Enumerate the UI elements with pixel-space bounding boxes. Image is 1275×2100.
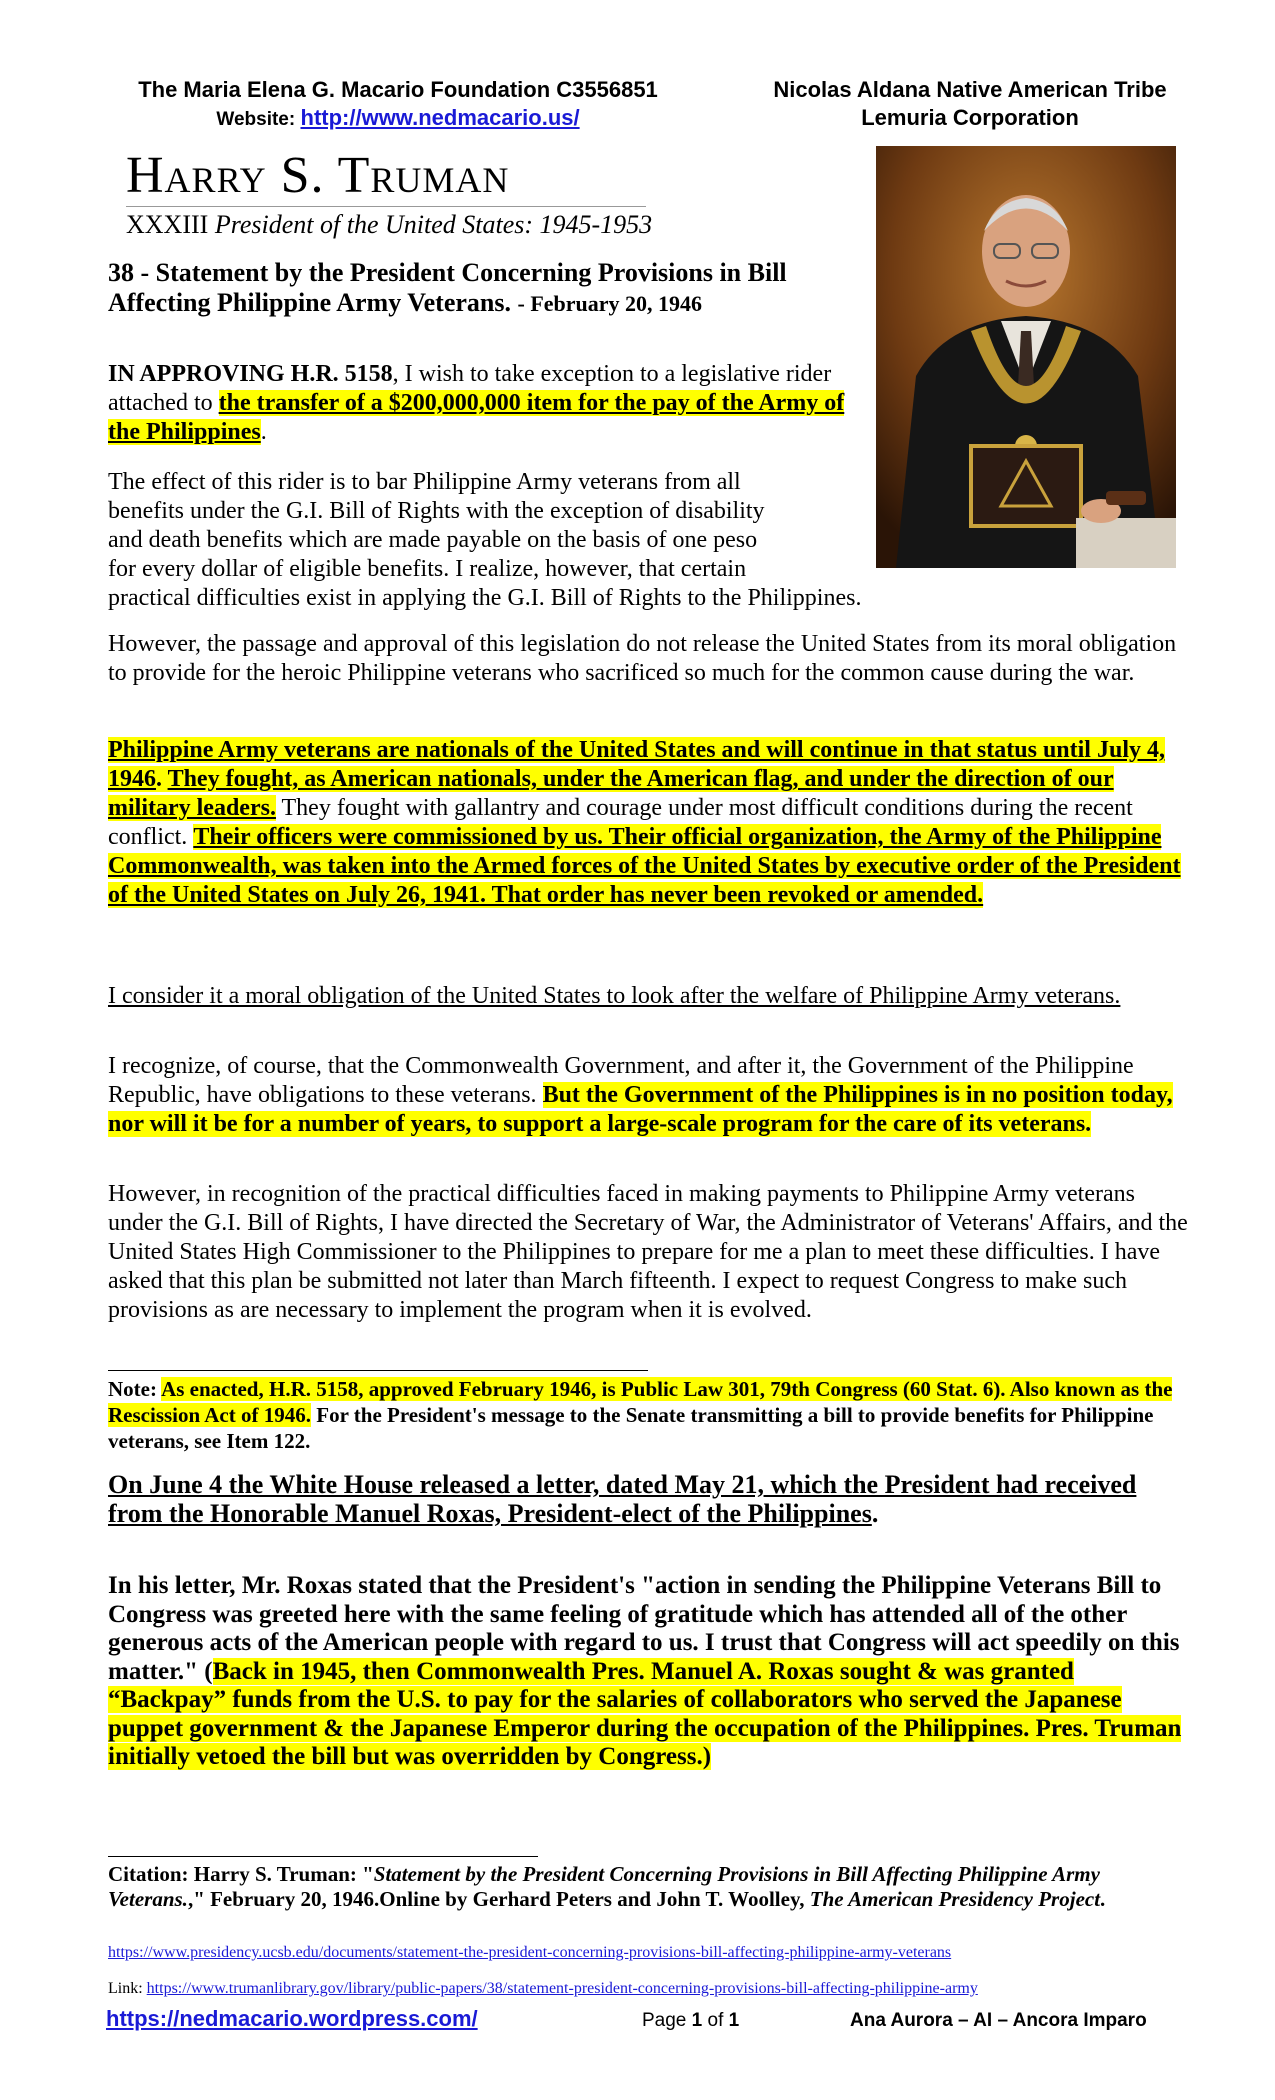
paragraph-3: However, the passage and approval of this legislation do not release the United States from its moral obligation to provide for the heroic Philippine veterans who sacrificed so much for the common cause during the war. (108, 631, 1177, 686)
p4-highlight-3: Their officers were commissioned by us. Their official organization, the Army of the Philippine Commonwealth, was taken into the Armed forces of the United States by executive order of the President of the United States on July 26, 1941. That order has never been revoked or amended. (108, 824, 1181, 908)
note-block (108, 1376, 1188, 1454)
logo-roman: XXXIII (126, 210, 209, 239)
p1-highlight: the transfer of a $200,000,000 item for the pay of the Army of the Philippines (108, 390, 845, 445)
citation-title: Statement by the President Concerning Provisions in Bill Affecting Philippine Army Veterans. (108, 1862, 1100, 1911)
page-current: 1 (691, 2010, 703, 2031)
paragraph-4 (108, 736, 1188, 910)
ucsb-link-line (108, 1944, 951, 1962)
website-line (118, 104, 678, 134)
footer-motto: Ana Aurora – AI – Ancora Imparo (850, 2010, 1147, 2031)
p1-lead: IN APPROVING H.R. 5158 (108, 361, 393, 387)
page-number (642, 2010, 739, 2032)
page-total: 1 (728, 2010, 740, 2031)
p9-text: In his letter, Mr. Roxas stated that the President's "action in sending the Philippine Veterans Bill to Congress was greeted here with the same feeling of gratitude which has attended all of the other generous acts of the American people with regard to us. I trust that Congress will act speedily on this matter." ( (108, 1572, 1180, 1685)
p4-plain: They fought with gallantry and courage under most difficult conditions during the recent conflict. (108, 795, 1133, 850)
citation-divider (108, 1856, 538, 1857)
paragraph-8 (108, 1470, 1188, 1528)
tribe-name: Nicolas Aldana Native American Tribe (773, 77, 1167, 102)
title-main: 38 - Statement by the President Concerning Provisions in Bill Affecting Philippine Army Veterans. (108, 258, 787, 317)
paragraph-7: However, in recognition of the practical difficulties faced in making payments to Philippine Army veterans under the G.I. Bill of Rights, I have directed the Secretary of War, the Administrator of Veterans' Affairs, and the United States High Commissioner to the Philippines to prepare for me a plan to meet these difficulties. I have asked that this plan be submitted not later than March fifteenth. I expect to request Congress to make such provisions as are necessary to implement the program when it is evolved. (108, 1181, 1188, 1323)
header-right (740, 76, 1200, 132)
p8-end: . (871, 1499, 879, 1528)
truman-library-link[interactable]: https://www.trumanlibrary.gov/library/public-papers/38/statement-president-concerning-provisions-bill-affecting-philippine-army (146, 1980, 978, 1997)
p2-line: and death benefits which are made payable on the basis of one peso (108, 527, 758, 553)
footer-blog-line (106, 2006, 478, 2032)
truman-link-line (108, 1980, 978, 1998)
citation-end: . (1100, 1887, 1106, 1911)
p2-line: for every dollar of eligible benefits. I realize, however, that certain (108, 556, 747, 582)
statement-title (108, 258, 868, 319)
paragraph-1 (108, 360, 868, 447)
logo-italic: President of the United States: 1945-1953 (214, 210, 653, 239)
paragraph-9 (108, 1572, 1188, 1772)
citation-lead: Citation: Harry S. Truman: " (108, 1862, 374, 1886)
ucsb-link[interactable]: https://www.presidency.ucsb.edu/documents/statement-the-president-concerning-provisions-bill-affecting-philippine-army-veterans (108, 1944, 952, 1961)
citation-middle: ," February 20, 1946.Online by Gerhard Peters and John T. Woolley, (187, 1887, 810, 1911)
citation-block (108, 1862, 1188, 1912)
footer-blog-link[interactable]: https://nedmacario.wordpress.com/ (106, 2006, 478, 2031)
p1-end: . (260, 419, 267, 445)
p2-line: The effect of this rider is to bar Philippine Army veterans from all (108, 469, 741, 495)
page-of: of (702, 2010, 729, 2031)
p4-highlight-2: They fought, as American nationals, under the American flag, and under the direction of our military leaders. (108, 766, 1114, 821)
p4-sep: . (156, 766, 168, 792)
foundation-name: The Maria Elena G. Macario Foundation C3556851 (138, 77, 658, 102)
header-left (118, 76, 678, 134)
note-highlight: As enacted, H.R. 5158, approved February 1946, is Public Law 301, 79th Congress (60 Stat. 6). Also known as the Rescission Act of 1946. (108, 1377, 1173, 1427)
p8-text: On June 4 the White House released a letter, dated May 21, which the President had received from the Honorable Manuel Roxas, President-elect of the Philippines (108, 1470, 1137, 1528)
logo-divider (126, 206, 646, 207)
note-divider (108, 1370, 648, 1371)
p6-text: I recognize, of course, that the Commonwealth Government, and after it, the Government of the Philippine Republic, have obligations to these veterans. (108, 1053, 1134, 1108)
p1-text: , I wish to take exception to a legislative rider attached to (108, 361, 832, 416)
p4-highlight-1: Philippine Army veterans are nationals of the United States and will continue in that status until July 4, 1946 (108, 737, 1165, 792)
citation-project: The American Presidency Project (809, 1887, 1101, 1911)
corporation-name: Lemuria Corporation (861, 105, 1079, 130)
paragraph-6 (108, 1052, 1188, 1139)
title-date: - February 20, 1946 (517, 291, 703, 316)
paragraph-5: I consider it a moral obligation of the United States to look after the welfare of Philippine Army veterans. (108, 983, 1121, 1009)
note-text: For the President's message to the Senate transmitting a bill to provide benefits for Philippine veterans, see Item 122. (108, 1403, 1154, 1453)
p6-highlight: But the Government of the Philippines is in no position today, nor will it be for a number of years, to support a large-scale program for the care of its veterans. (108, 1082, 1173, 1137)
p2-line: practical difficulties exist in applying the G.I. Bill of Rights to the Philippines. (108, 585, 862, 611)
truman-link-label: Link: (108, 1980, 147, 1997)
truman-logo-subtitle (126, 210, 652, 240)
p9-highlight: Back in 1945, then Commonwealth Pres. Manuel A. Roxas sought & was granted “Backpay” funds from the U.S. to pay for the salaries of collaborators who served the Japanese puppet government & the Japanese Emperor during the occupation of the Philippines. Pres. Truman initially vetoed the bill but was overridden by Congress.) (108, 1657, 1182, 1770)
p2-line: benefits under the G.I. Bill of Rights with the exception of disability (108, 498, 765, 524)
note-label: Note: (108, 1377, 157, 1401)
truman-logo-name: Harry S. Truman (126, 147, 510, 204)
website-label: Website: (216, 109, 296, 130)
paragraph-2 (108, 468, 1188, 613)
page-word: Page (642, 2010, 692, 2031)
website-link[interactable]: http://www.nedmacario.us/ (300, 105, 580, 130)
